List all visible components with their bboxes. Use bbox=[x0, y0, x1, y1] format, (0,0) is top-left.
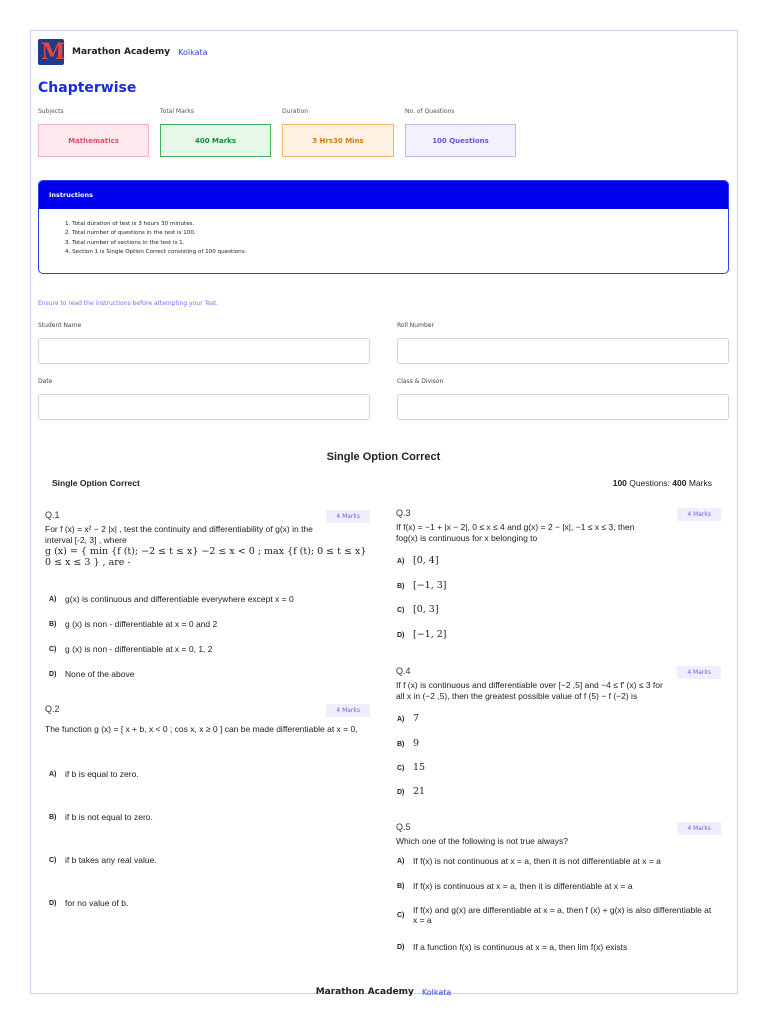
question-number: Q.4 bbox=[396, 666, 411, 676]
date-label: Date bbox=[38, 378, 53, 385]
meta-boxes bbox=[38, 124, 738, 158]
brand-city: Kolkata bbox=[178, 47, 208, 57]
question-2 bbox=[45, 704, 370, 735]
instructions-list bbox=[39, 209, 728, 257]
question-number: Q.5 bbox=[396, 822, 411, 832]
date-field[interactable] bbox=[38, 394, 370, 420]
ensure-note: Ensure to read the instructions before attempting your Test. bbox=[38, 300, 219, 307]
marks-badge: 4 Marks bbox=[677, 508, 721, 521]
subject-badge: Mathematics bbox=[38, 124, 149, 157]
duration-badge: 3 Hrs30 Mins bbox=[282, 124, 394, 157]
question-number: Q.1 bbox=[45, 510, 60, 520]
option-a[interactable]: A) 7 bbox=[397, 713, 420, 724]
option-d[interactable]: D) 21 bbox=[397, 786, 426, 797]
student-name-field[interactable] bbox=[38, 338, 370, 364]
option-a[interactable]: A) if b is equal to zero. bbox=[49, 769, 139, 779]
option-b[interactable]: B) if b is not equal to zero. bbox=[49, 812, 153, 822]
total-marks-badge: 400 Marks bbox=[160, 124, 271, 157]
question-line: If f (x) is continuous and differentiable over [−2 ,5] and −4 ≤ f′ (x) ≤ 3 for bbox=[396, 680, 663, 690]
subjects-label: Subjects bbox=[38, 108, 64, 115]
question-text: The function g (x) = [ x + b, x < 0 ; cos x, x ≥ 0 ] can be made differentiable at x = 0, bbox=[45, 724, 358, 734]
roll-number-label: Roll Number bbox=[397, 322, 434, 329]
duration-label: Duration bbox=[282, 108, 309, 115]
page-title: Chapterwise bbox=[38, 80, 137, 96]
section-title: Single Option Correct bbox=[326, 451, 441, 463]
question-line: fog(x) is continuous for x belonging to bbox=[396, 532, 538, 543]
option-a[interactable]: A) [0, 4] bbox=[397, 555, 439, 566]
question-1 bbox=[45, 510, 370, 568]
option-b[interactable]: B) [−1, 3] bbox=[397, 580, 447, 591]
instruction-item: 2. Total number of questions in the test is 100. bbox=[65, 230, 196, 237]
section-subtitle: Single Option Correct bbox=[52, 478, 140, 488]
question-number: Q.2 bbox=[45, 704, 60, 714]
footer-city: Kolkata bbox=[421, 987, 452, 997]
class-division-label: Class & Divison bbox=[397, 378, 444, 385]
question-line: all x in (−2 ,5), then the greatest possible value of f (5) − f (−2) is bbox=[396, 690, 638, 701]
option-a[interactable]: A) If f(x) is not continuous at x = a, then it is not differentiable at x = a bbox=[397, 856, 661, 866]
option-c[interactable]: C) [0, 3] bbox=[397, 604, 439, 615]
marks-badge: 4 Marks bbox=[677, 822, 721, 835]
instruction-item: 3. Total number of sections in the test is 1. bbox=[65, 239, 185, 246]
marks-count: 400 bbox=[672, 478, 687, 488]
brand-name: Marathon Academy bbox=[72, 47, 171, 57]
marks-word: Marks bbox=[688, 478, 712, 488]
roll-number-field[interactable] bbox=[397, 338, 729, 364]
question-5 bbox=[396, 822, 721, 847]
option-d[interactable]: D) [−1, 2] bbox=[397, 629, 447, 640]
option-d[interactable]: D) If a function f(x) is continuous at x = a, then lim f(x) exists bbox=[397, 942, 628, 952]
marks-badge: 4 Marks bbox=[326, 510, 370, 523]
question-line: For f (x) = x² − 2 |x| , test the continuity and differentiability of g(x) in the bbox=[45, 524, 313, 534]
question-formula: g (x) = { min {f (t); −2 ≤ t ≤ x} −2 ≤ x < 0 ; max {f (t); 0 ≤ t ≤ x} 0 ≤ x ≤ 3 } , are - bbox=[45, 546, 367, 568]
option-c[interactable]: C) g (x) is non - differentiable at x = 0, 1, 2 bbox=[49, 644, 213, 654]
marks-badge: 4 Marks bbox=[677, 666, 721, 679]
num-questions-label: No. of Questions bbox=[405, 108, 455, 115]
test-paper bbox=[38, 38, 738, 997]
footer-name: Marathon Academy bbox=[315, 987, 414, 997]
question-text: Which one of the following is not true always? bbox=[396, 836, 568, 846]
meta-labels bbox=[38, 108, 738, 122]
instruction-item: 4. Section 1 is Single Option Correct consisting of 100 questions. bbox=[65, 248, 247, 255]
option-c[interactable]: C) 15 bbox=[397, 762, 426, 773]
question-3 bbox=[396, 508, 721, 543]
option-a[interactable]: A) g(x) is continuous and differentiable everywhere except x = 0 bbox=[49, 594, 294, 604]
option-d[interactable]: D) for no value of b. bbox=[49, 898, 129, 908]
footer bbox=[38, 978, 729, 1006]
question-text bbox=[45, 524, 370, 568]
option-b[interactable]: B) If f(x) is continuous at x = a, then it is differentiable at x = a bbox=[397, 881, 633, 891]
marks-badge: 4 Marks bbox=[326, 704, 370, 717]
question-number: Q.3 bbox=[396, 508, 411, 518]
option-b[interactable]: B) 9 bbox=[397, 738, 420, 749]
total-marks-label: Total Marks bbox=[160, 108, 194, 115]
option-d[interactable]: D) None of the above bbox=[49, 669, 135, 679]
instruction-item: 1. Total duration of test is 3 hours 30 minutes. bbox=[65, 221, 195, 227]
question-text bbox=[396, 522, 721, 543]
academy-logo-icon bbox=[38, 39, 64, 65]
questions-count-badge: 100 Questions bbox=[405, 124, 516, 157]
brand-header bbox=[38, 38, 738, 66]
questions-word: Questions: bbox=[629, 478, 670, 488]
option-c[interactable]: C) If f(x) and g(x) are differentiable at x = a, then f (x) + g(x) is also differentiable at x = a bbox=[397, 905, 712, 925]
option-c[interactable]: C) if b takes any real value. bbox=[49, 855, 157, 865]
question-line: If f(x) = −1 + |x − 2|, 0 ≤ x ≤ 4 and g(x) = 2 − |x|, −1 ≤ x ≤ 3, then bbox=[396, 522, 635, 532]
instructions-header: Instructions bbox=[39, 181, 728, 209]
question-line: interval [-2, 3] , where bbox=[45, 534, 127, 545]
question-text bbox=[396, 680, 721, 701]
question-4 bbox=[396, 666, 721, 701]
question-count: 100 bbox=[612, 478, 627, 488]
student-name-label: Student Name bbox=[38, 322, 82, 329]
option-b[interactable]: B) g (x) is non - differentiable at x = 0 and 2 bbox=[49, 619, 218, 629]
class-division-field[interactable] bbox=[397, 394, 729, 420]
section-summary bbox=[528, 478, 712, 488]
instructions-panel bbox=[38, 180, 729, 274]
